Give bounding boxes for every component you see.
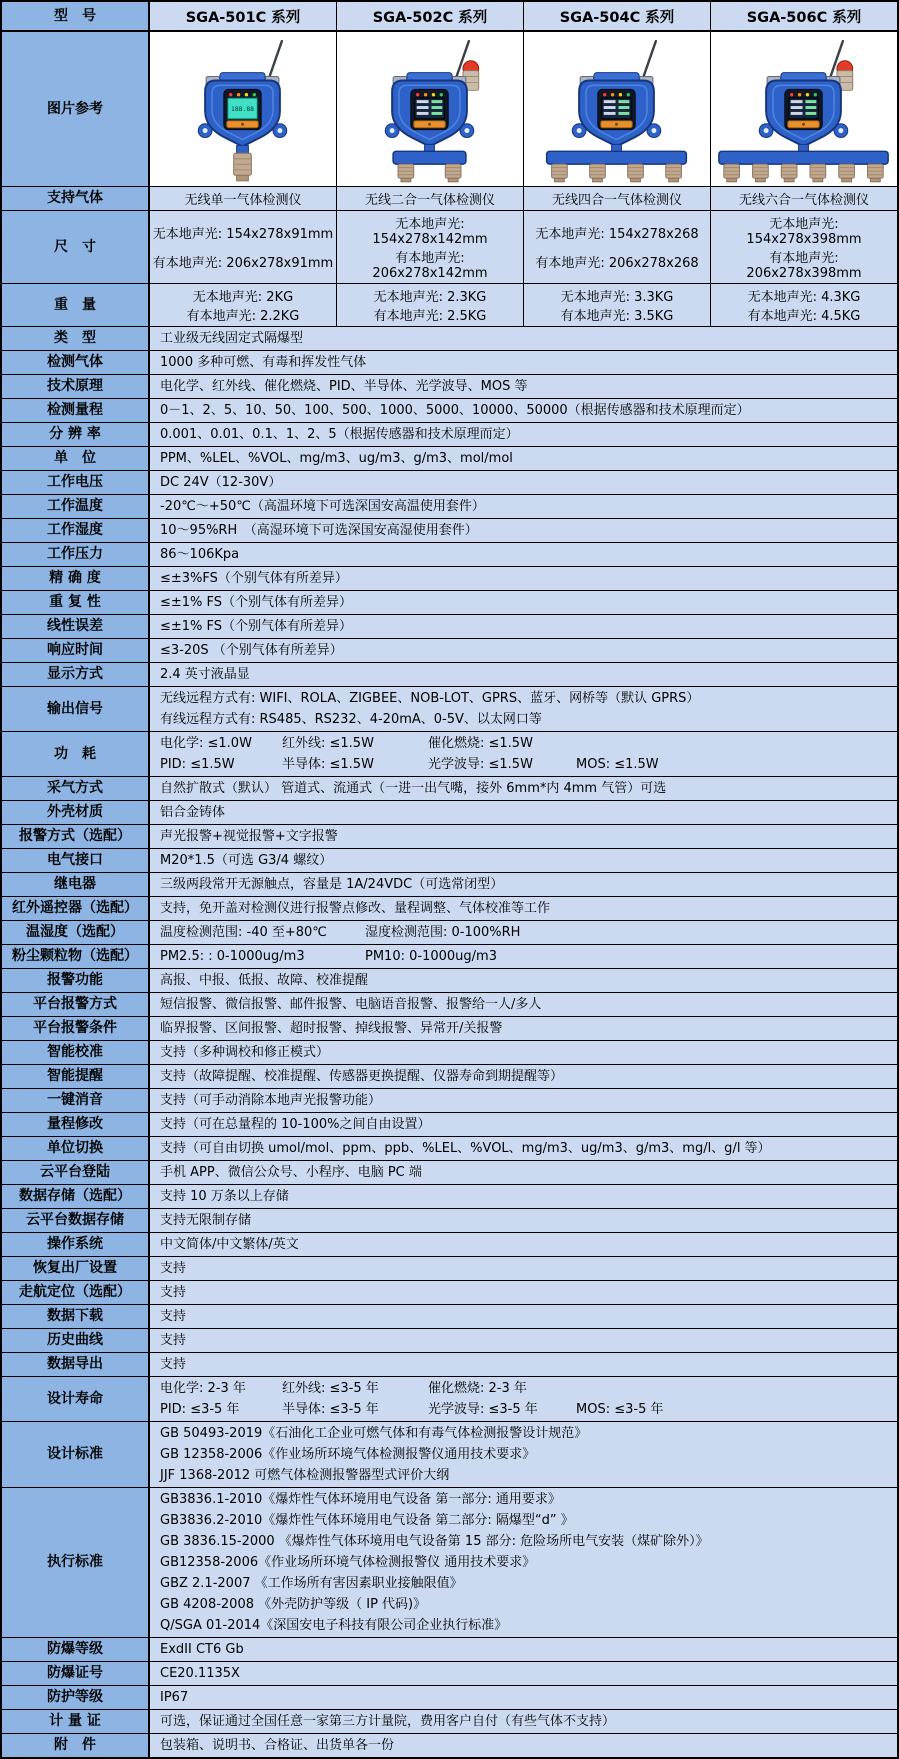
spec-value — [150, 447, 897, 470]
spec-row — [2, 1113, 897, 1137]
spec-value — [150, 1161, 897, 1184]
row-label: 检测量程 — [2, 399, 150, 422]
spec-value-line: Q/SGA 01-2014《深国安电子科技有限公司企业执行标准》 — [160, 1618, 508, 1633]
compare-value-line: 无本地声光: 4.3KG — [747, 290, 861, 305]
spec-value-line: 可选，保证通过全国任意一家第三方计量院，费用客户自付（有些气体不支持） — [160, 1714, 616, 1729]
compare-value — [524, 211, 711, 283]
spec-value-line: CE20.1135X — [160, 1666, 240, 1681]
spec-row — [2, 825, 897, 849]
spec-value — [150, 1281, 897, 1304]
row-label: 类 型 — [2, 327, 150, 350]
spec-row — [2, 519, 897, 543]
spec-value — [150, 471, 897, 494]
model-header: SGA-506C 系列 — [711, 2, 897, 30]
spec-row — [2, 1089, 897, 1113]
model-header: SGA-501C 系列 — [150, 2, 337, 30]
row-label: 平台报警方式 — [2, 993, 150, 1016]
spec-row — [2, 1137, 897, 1161]
spec-row — [2, 495, 897, 519]
compare-rows-section — [2, 187, 897, 327]
spec-row — [2, 687, 897, 732]
compare-value-line: 有本地声光: 206x278x398mm — [746, 251, 862, 281]
row-label: 红外遥控器（选配） — [2, 897, 150, 920]
spec-value — [150, 1041, 897, 1064]
compare-value: 无线二合一气体检测仪 — [337, 187, 524, 210]
spec-value-line: 无线远程方式有: WIFI、ROLA、ZIGBEE、NOB-LOT、GPRS、蓝牙、网桥等（默认 GPRS） — [160, 691, 700, 706]
spec-row — [2, 801, 897, 825]
spec-row — [2, 873, 897, 897]
compare-row — [2, 211, 897, 284]
spec-value — [150, 351, 897, 374]
spec-value-line: GB 12358-2006《作业场所环境气体检测报警仪通用技术要求》 — [160, 1447, 536, 1462]
spec-row — [2, 1065, 897, 1089]
spec-value-line: 支持（可自由切换 umol/mol、ppm、ppb、%LEL、%VOL、mg/m3、ug/m3、g/m3、mg/l、g/l 等） — [160, 1141, 771, 1156]
compare-value: 无线六合一气体检测仪 — [738, 193, 869, 208]
spec-value-line: -20℃～+50℃（高温环境下可选深国安高温使用套件） — [160, 499, 485, 514]
spec-row — [2, 1734, 897, 1757]
product-image-sga-504c — [524, 32, 711, 186]
spec-value — [150, 873, 897, 896]
spec-value-line — [160, 922, 891, 943]
spec-row — [2, 1209, 897, 1233]
spec-value-line: 10～95%RH （高湿环境下可选深国安高湿使用套件） — [160, 523, 478, 538]
spec-value-line: 2.4 英寸液晶显 — [160, 667, 250, 682]
spec-value-line: GB3836.1-2010《爆炸性气体环境用电气设备 第一部分: 通用要求》 — [160, 1492, 561, 1507]
compare-value-line: 有本地声光: 206x278x268 — [535, 256, 699, 271]
row-label: 检测气体 — [2, 351, 150, 374]
spec-value-line: IP67 — [160, 1690, 189, 1705]
row-label: 一键消音 — [2, 1089, 150, 1112]
spec-value — [150, 945, 897, 968]
spec-row — [2, 471, 897, 495]
spec-row — [2, 1041, 897, 1065]
spec-value-line: 支持 10 万条以上存储 — [160, 1189, 289, 1204]
spec-row — [2, 1233, 897, 1257]
compare-value-line: 无本地声光: 3.3KG — [560, 290, 674, 305]
spec-value-segment: 半导体: ≤3-5 年 — [282, 1402, 379, 1417]
spec-value-line: 自然扩散式（默认） 管道式、流通式（一进一出气嘴，接外 6mm*内 4mm 气管）可选 — [160, 781, 667, 796]
row-label: 智能校准 — [2, 1041, 150, 1064]
row-label: 工作温度 — [2, 495, 150, 518]
spec-value — [150, 849, 897, 872]
spec-value-line: PPM、%LEL、%VOL、mg/m3、ug/m3、g/m3、mol/mol — [160, 451, 513, 466]
spec-value-line: 声光报警+视觉报警+文字报警 — [160, 829, 338, 844]
spec-value-segment: MOS: ≤1.5W — [576, 757, 659, 772]
spec-value — [150, 1710, 897, 1733]
row-label: 数据导出 — [2, 1353, 150, 1376]
spec-value-line: DC 24V（12-30V） — [160, 475, 282, 490]
spec-value — [150, 543, 897, 566]
spec-value-line: GB12358-2006《作业场所环境气体检测报警仪 通用技术要求》 — [160, 1555, 536, 1570]
spec-value — [150, 687, 897, 731]
row-label: 平台报警条件 — [2, 1017, 150, 1040]
row-label: 继电器 — [2, 873, 150, 896]
spec-value — [150, 663, 897, 686]
row-label: 工作电压 — [2, 471, 150, 494]
spec-row — [2, 1422, 897, 1488]
compare-value — [711, 211, 897, 283]
spec-row — [2, 1353, 897, 1377]
row-label: 支持气体 — [2, 187, 150, 210]
spec-value-segment: 电化学: 2-3 年 — [160, 1381, 246, 1396]
spec-value — [150, 1257, 897, 1280]
compare-value — [150, 284, 337, 326]
spec-row — [2, 1377, 897, 1422]
spec-row — [2, 849, 897, 873]
compare-value-line: 无本地声光: 154x278x142mm — [372, 217, 488, 247]
spec-value-segment: MOS: ≤3-5 年 — [576, 1402, 664, 1417]
spec-row — [2, 591, 897, 615]
compare-value — [150, 211, 337, 283]
spec-value — [150, 921, 897, 944]
spec-value-segment: PM2.5: : 0-1000ug/m3 — [160, 949, 305, 964]
row-label: 操作系统 — [2, 1233, 150, 1256]
spec-value — [150, 1686, 897, 1709]
spec-row — [2, 1638, 897, 1662]
compare-value-line: 有本地声光: 3.5KG — [560, 309, 674, 324]
spec-row — [2, 993, 897, 1017]
spec-value — [150, 495, 897, 518]
compare-value-line: 无本地声光: 154x278x398mm — [746, 217, 862, 247]
row-label: 单 位 — [2, 447, 150, 470]
spec-row — [2, 777, 897, 801]
spec-value-line: 支持 — [160, 1357, 187, 1372]
spec-value-line: 支持 — [160, 1333, 187, 1348]
spec-row — [2, 732, 897, 777]
compare-value-line: 有本地声光: 2.2KG — [186, 309, 300, 324]
spec-value-line — [160, 1378, 891, 1399]
spec-row — [2, 543, 897, 567]
row-label: 精 确 度 — [2, 567, 150, 590]
compare-value — [337, 284, 524, 326]
product-image-sga-501c — [150, 32, 337, 186]
spec-value-line: 支持（可在总量程的 10-100%之间自由设置） — [160, 1117, 431, 1132]
spec-row — [2, 399, 897, 423]
row-label: 电气接口 — [2, 849, 150, 872]
spec-value — [150, 591, 897, 614]
row-label: 功 耗 — [2, 732, 150, 776]
spec-value — [150, 1638, 897, 1661]
spec-rows-section — [2, 327, 897, 1757]
spec-value-segment: 湿度检测范围: 0-100%RH — [365, 925, 521, 940]
spec-row — [2, 1710, 897, 1734]
spec-value-line: 手机 APP、微信公众号、小程序、电脑 PC 端 — [160, 1165, 422, 1180]
spec-value-line: 支持 — [160, 1261, 187, 1276]
row-label: 防爆证号 — [2, 1662, 150, 1685]
row-label: 报警功能 — [2, 969, 150, 992]
spec-value — [150, 375, 897, 398]
row-label: 云平台数据存储 — [2, 1209, 150, 1232]
spec-value-segment: 催化燃烧: ≤1.5W — [428, 736, 533, 751]
row-label: 工作湿度 — [2, 519, 150, 542]
spec-value — [150, 1734, 897, 1757]
spec-value — [150, 801, 897, 824]
spec-value — [150, 777, 897, 800]
spec-value-line: 支持 — [160, 1309, 187, 1324]
spec-row — [2, 1017, 897, 1041]
row-label: 重 复 性 — [2, 591, 150, 614]
spec-value — [150, 1185, 897, 1208]
row-label: 响应时间 — [2, 639, 150, 662]
row-label: 外壳材质 — [2, 801, 150, 824]
table-header-row — [2, 2, 897, 32]
spec-value — [150, 1377, 897, 1421]
spec-value-line: 铝合金铸体 — [160, 805, 226, 820]
spec-value — [150, 1662, 897, 1685]
spec-value-line: 支持无限制存储 — [160, 1213, 252, 1228]
row-label: 显示方式 — [2, 663, 150, 686]
image-row-label: 图片参考 — [2, 32, 150, 186]
spec-value-line: 支持，免开盖对检测仪进行报警点修改、量程调整、气体校准等工作 — [160, 901, 551, 916]
spec-value-line: 86～106Kpa — [160, 547, 240, 562]
spec-row — [2, 327, 897, 351]
row-label: 数据下载 — [2, 1305, 150, 1328]
compare-value-line: 无本地声光: 154x278x91mm — [152, 227, 334, 242]
spec-row — [2, 1329, 897, 1353]
spec-row — [2, 1662, 897, 1686]
spec-value-line: 临界报警、区间报警、超时报警、掉线报警、异常开/关报警 — [160, 1021, 503, 1036]
spec-row — [2, 1281, 897, 1305]
spec-value-line: 有线远程方式有: RS485、RS232、4-20mA、0-5V、以太网口等 — [160, 712, 542, 727]
compare-value: 无线四合一气体检测仪 — [524, 187, 711, 210]
spec-value-line — [160, 754, 891, 775]
compare-value — [711, 284, 897, 326]
spec-row — [2, 1686, 897, 1710]
spec-value — [150, 615, 897, 638]
compare-value-line: 有本地声光: 206x278x91mm — [152, 256, 334, 271]
compare-value-line: 有本地声光: 4.5KG — [747, 309, 861, 324]
row-label: 尺 寸 — [2, 211, 150, 283]
spec-value — [150, 327, 897, 350]
spec-row — [2, 447, 897, 471]
compare-row — [2, 187, 897, 211]
spec-row — [2, 1257, 897, 1281]
image-row — [2, 32, 897, 187]
spec-value-line: 工业级无线固定式隔爆型 — [160, 331, 304, 346]
spec-value-line: 高报、中报、低报、故障、校准提醒 — [160, 973, 369, 988]
row-label: 工作压力 — [2, 543, 150, 566]
spec-value-segment: PID: ≤3-5 年 — [160, 1402, 240, 1417]
model-row-label: 型 号 — [2, 2, 150, 30]
spec-value — [150, 1233, 897, 1256]
row-label: 粉尘颗粒物（选配） — [2, 945, 150, 968]
spec-value-line — [160, 1399, 891, 1420]
row-label: 输出信号 — [2, 687, 150, 731]
spec-value — [150, 1017, 897, 1040]
spec-value — [150, 1305, 897, 1328]
spec-value — [150, 1113, 897, 1136]
spec-value-segment: 红外线: ≤3-5 年 — [282, 1381, 379, 1396]
spec-value — [150, 1353, 897, 1376]
spec-row — [2, 945, 897, 969]
spec-value — [150, 825, 897, 848]
spec-value-line: M20*1.5（可选 G3/4 螺纹） — [160, 853, 333, 868]
spec-value-segment: 光学波导: ≤1.5W — [428, 757, 533, 772]
spec-row — [2, 663, 897, 687]
spec-value — [150, 423, 897, 446]
spec-value — [150, 399, 897, 422]
spec-value-line: ExdII CT6 Gb — [160, 1642, 244, 1657]
spec-value-line: 支持（可手动消除本地声光报警功能） — [160, 1093, 382, 1108]
spec-value-segment: 催化燃烧: 2-3 年 — [428, 1381, 527, 1396]
spec-row — [2, 639, 897, 663]
spec-row — [2, 351, 897, 375]
spec-row — [2, 969, 897, 993]
spec-value-line: 中文简体/中文繁体/英文 — [160, 1237, 299, 1252]
row-label: 智能提醒 — [2, 1065, 150, 1088]
svg-text:188.88: 188.88 — [230, 104, 255, 113]
spec-value — [150, 1488, 897, 1637]
row-label: 数据存储（选配） — [2, 1185, 150, 1208]
row-label: 恢复出厂设置 — [2, 1257, 150, 1280]
spec-value-line: GBZ 2.1-2007 《工作场所有害因素职业接触限值》 — [160, 1576, 463, 1591]
row-label: 重 量 — [2, 284, 150, 326]
compare-value: 无线单一气体检测仪 — [150, 187, 337, 210]
spec-row — [2, 1305, 897, 1329]
spec-value-line: 0.001、0.01、0.1、1、2、5（根据传感器和技术原理而定） — [160, 427, 519, 442]
row-label: 采气方式 — [2, 777, 150, 800]
spec-value-line: 短信报警、微信报警、邮件报警、电脑语音报警、报警给一人/多人 — [160, 997, 542, 1012]
row-label: 线性误差 — [2, 615, 150, 638]
spec-row — [2, 897, 897, 921]
spec-value — [150, 1329, 897, 1352]
spec-value-line: 包装箱、说明书、合格证、出货单各一份 — [160, 1738, 395, 1753]
spec-value-line: 支持（多种调校和修正模式） — [160, 1045, 330, 1060]
compare-value-line: 无本地声光: 154x278x268 — [535, 227, 699, 242]
spec-row — [2, 921, 897, 945]
spec-row — [2, 567, 897, 591]
spec-row — [2, 375, 897, 399]
spec-value-line: JJF 1368-2012 可燃气体检测报警器型式评价大纲 — [160, 1468, 450, 1483]
spec-row — [2, 1161, 897, 1185]
row-label: 历史曲线 — [2, 1329, 150, 1352]
row-label: 走航定位（选配） — [2, 1281, 150, 1304]
compare-value — [337, 211, 524, 283]
spec-value-segment: 半导体: ≤1.5W — [282, 757, 374, 772]
spec-row — [2, 423, 897, 447]
row-label: 分 辨 率 — [2, 423, 150, 446]
spec-value-line: ≤±1% FS（个别气体有所差异） — [160, 619, 353, 634]
spec-value-line — [160, 733, 891, 754]
spec-value — [150, 567, 897, 590]
row-label: 量程修改 — [2, 1113, 150, 1136]
row-label: 附 件 — [2, 1734, 150, 1757]
spec-value-segment: 电化学: ≤1.0W — [160, 736, 252, 751]
compare-value-line: 无本地声光: 2.3KG — [373, 290, 487, 305]
product-image-sga-502c — [337, 32, 524, 186]
spec-value-segment: 光学波导: ≤3-5 年 — [428, 1402, 538, 1417]
spec-value-segment: PM10: 0-1000ug/m3 — [365, 949, 497, 964]
spec-value — [150, 732, 897, 776]
spec-value-line: GB 3836.15-2000 《爆炸性气体环境用电气设备第 15 部分: 危险场所电气安装（煤矿除外）》 — [160, 1534, 709, 1549]
spec-value-line: 1000 多种可燃、有毒和挥发性气体 — [160, 355, 367, 370]
spec-value-line: 三级两段常开无源触点，容量是 1A/24VDC（可选常闭型） — [160, 877, 504, 892]
spec-value — [150, 519, 897, 542]
spec-value-line — [160, 946, 891, 967]
product-image-sga-506c — [711, 32, 897, 186]
spec-value-line: 0－1、2、5、10、50、100、500、1000、5000、10000、50000（根据传感器和技术原理而定） — [160, 403, 750, 418]
row-label: 计 量 证 — [2, 1710, 150, 1733]
spec-value — [150, 1209, 897, 1232]
model-header: SGA-504C 系列 — [524, 2, 711, 30]
spec-row — [2, 615, 897, 639]
spec-value — [150, 1089, 897, 1112]
compare-value-line: 有本地声光: 206x278x142mm — [372, 251, 488, 281]
spec-row — [2, 1185, 897, 1209]
row-label: 报警方式（选配） — [2, 825, 150, 848]
spec-value-line: ≤3-20S （个别气体有所差异） — [160, 643, 343, 658]
spec-value-line: GB3836.2-2010《爆炸性气体环境用电气设备 第二部分: 隔爆型“d” 》 — [160, 1513, 574, 1528]
compare-value-line: 有本地声光: 2.5KG — [373, 309, 487, 324]
spec-value-segment: 温度检测范围: -40 至+80℃ — [160, 925, 327, 940]
spec-value-line: 支持 — [160, 1285, 187, 1300]
spec-value — [150, 969, 897, 992]
row-label: 温湿度（选配） — [2, 921, 150, 944]
spec-value — [150, 639, 897, 662]
spec-value-segment: 红外线: ≤1.5W — [282, 736, 374, 751]
spec-value-line: GB 50493-2019《石油化工企业可燃气体和有毒气体检测报警设计规范》 — [160, 1426, 588, 1441]
spec-value-line: ≤±1% FS（个别气体有所差异） — [160, 595, 353, 610]
model-header: SGA-502C 系列 — [337, 2, 524, 30]
row-label: 防护等级 — [2, 1686, 150, 1709]
compare-value — [524, 284, 711, 326]
spec-value — [150, 993, 897, 1016]
row-label: 设计标准 — [2, 1422, 150, 1487]
spec-value — [150, 897, 897, 920]
row-label: 单位切换 — [2, 1137, 150, 1160]
spec-value-line: ≤±3%FS（个别气体有所差异） — [160, 571, 348, 586]
row-label: 设计寿命 — [2, 1377, 150, 1421]
spec-value-line: 支持（故障提醒、校准提醒、传感器更换提醒、仪器寿命到期提醒等） — [160, 1069, 564, 1084]
spec-value — [150, 1137, 897, 1160]
row-label: 技术原理 — [2, 375, 150, 398]
spec-row — [2, 1488, 897, 1638]
row-label: 云平台登陆 — [2, 1161, 150, 1184]
spec-value-line: 电化学、红外线、催化燃烧、PID、半导体、光学波导、MOS 等 — [160, 379, 528, 394]
row-label: 防爆等级 — [2, 1638, 150, 1661]
compare-row — [2, 284, 897, 327]
spec-value-segment: PID: ≤1.5W — [160, 757, 235, 772]
spec-value — [150, 1065, 897, 1088]
row-label: 执行标准 — [2, 1488, 150, 1637]
spec-value-line: GB 4208-2008 《外壳防护等级（ IP 代码)》 — [160, 1597, 427, 1612]
spec-value — [150, 1422, 897, 1487]
compare-value-line: 无本地声光: 2KG — [192, 290, 294, 305]
